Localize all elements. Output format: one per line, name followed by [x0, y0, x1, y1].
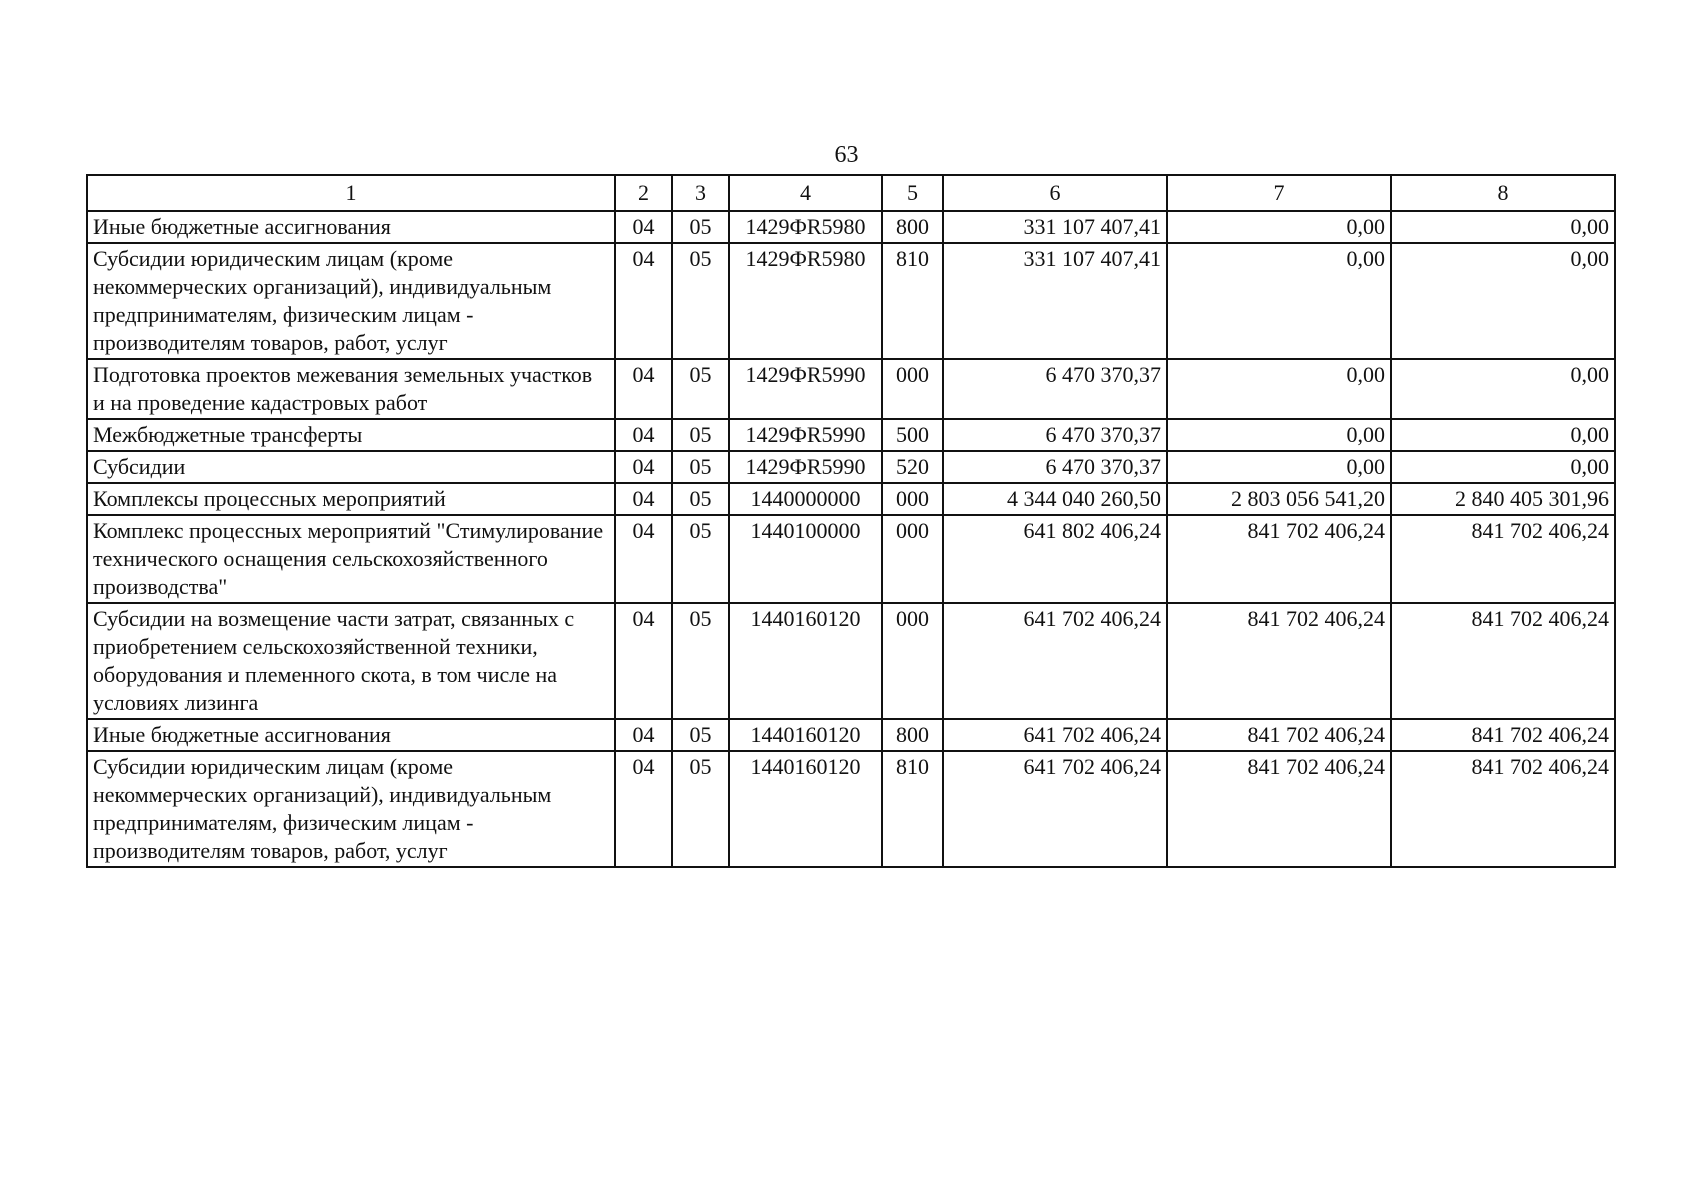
amount-col-7: 2 803 056 541,20: [1167, 483, 1391, 515]
table-row: [87, 243, 1615, 359]
subsection-code: 05: [672, 603, 729, 719]
table-row: [87, 359, 1615, 419]
column-header: 1: [87, 175, 615, 211]
row-name: Подготовка проектов межевания земельных участков и на проведение кадастровых работ: [87, 359, 615, 419]
amount-col-8: 0,00: [1391, 359, 1615, 419]
page-number: 63: [834, 142, 859, 168]
expense-type-code: 000: [882, 483, 943, 515]
amount-col-6: 6 470 370,37: [943, 451, 1167, 483]
subsection-code: 05: [672, 243, 729, 359]
expense-type-code: 800: [882, 211, 943, 243]
amount-col-6: 641 702 406,24: [943, 719, 1167, 751]
amount-col-6: 641 702 406,24: [943, 603, 1167, 719]
subsection-code: 05: [672, 359, 729, 419]
amount-col-8: 0,00: [1391, 451, 1615, 483]
section-code: 04: [615, 211, 672, 243]
table-row: [87, 211, 1615, 243]
target-article-code: 1429ФR5990: [729, 451, 882, 483]
expense-type-code: 810: [882, 243, 943, 359]
amount-col-8: 2 840 405 301,96: [1391, 483, 1615, 515]
amount-col-7: 0,00: [1167, 243, 1391, 359]
expense-type-code: 810: [882, 751, 943, 867]
column-header: 7: [1167, 175, 1391, 211]
row-name: Субсидии на возмещение части затрат, связанных с приобретением сельскохозяйственной техники, оборудования и племенного скота, в том числе на условиях лизинга: [87, 603, 615, 719]
budget-table: [86, 174, 1616, 868]
table-row: [87, 483, 1615, 515]
amount-col-7: 841 702 406,24: [1167, 603, 1391, 719]
subsection-code: 05: [672, 211, 729, 243]
section-code: 04: [615, 515, 672, 603]
column-header: 5: [882, 175, 943, 211]
section-code: 04: [615, 419, 672, 451]
table-row: [87, 751, 1615, 867]
amount-col-8: 841 702 406,24: [1391, 719, 1615, 751]
column-header: 4: [729, 175, 882, 211]
amount-col-6: 6 470 370,37: [943, 419, 1167, 451]
target-article-code: 1429ФR5980: [729, 211, 882, 243]
expense-type-code: 000: [882, 359, 943, 419]
section-code: 04: [615, 751, 672, 867]
expense-type-code: 500: [882, 419, 943, 451]
expense-type-code: 000: [882, 515, 943, 603]
row-name: Комплексы процессных мероприятий: [87, 483, 615, 515]
section-code: 04: [615, 359, 672, 419]
row-name: Субсидии: [87, 451, 615, 483]
target-article-code: 1429ФR5980: [729, 243, 882, 359]
expense-type-code: 520: [882, 451, 943, 483]
amount-col-8: 841 702 406,24: [1391, 515, 1615, 603]
header-row: [87, 175, 1615, 211]
target-article-code: 1440160120: [729, 603, 882, 719]
amount-col-7: 841 702 406,24: [1167, 719, 1391, 751]
amount-col-8: 0,00: [1391, 243, 1615, 359]
table-row: [87, 719, 1615, 751]
amount-col-6: 641 802 406,24: [943, 515, 1167, 603]
amount-col-8: 841 702 406,24: [1391, 603, 1615, 719]
target-article-code: 1429ФR5990: [729, 359, 882, 419]
subsection-code: 05: [672, 719, 729, 751]
table-row: [87, 451, 1615, 483]
amount-col-6: 331 107 407,41: [943, 243, 1167, 359]
amount-col-7: 841 702 406,24: [1167, 515, 1391, 603]
amount-col-7: 0,00: [1167, 211, 1391, 243]
expense-type-code: 800: [882, 719, 943, 751]
row-name: Межбюджетные трансферты: [87, 419, 615, 451]
target-article-code: 1440000000: [729, 483, 882, 515]
table-row: [87, 419, 1615, 451]
amount-col-6: 4 344 040 260,50: [943, 483, 1167, 515]
amount-col-8: 841 702 406,24: [1391, 751, 1615, 867]
row-name: Субсидии юридическим лицам (кроме некоммерческих организаций), индивидуальным предпринимателям, физическим лицам - производителям товаров, работ, услуг: [87, 751, 615, 867]
column-header: 2: [615, 175, 672, 211]
amount-col-7: 0,00: [1167, 359, 1391, 419]
target-article-code: 1440100000: [729, 515, 882, 603]
amount-col-6: 641 702 406,24: [943, 751, 1167, 867]
target-article-code: 1429ФR5990: [729, 419, 882, 451]
column-header: 8: [1391, 175, 1615, 211]
table-row: [87, 603, 1615, 719]
row-name: Субсидии юридическим лицам (кроме некоммерческих организаций), индивидуальным предпринимателям, физическим лицам - производителям товаров, работ, услуг: [87, 243, 615, 359]
target-article-code: 1440160120: [729, 751, 882, 867]
section-code: 04: [615, 719, 672, 751]
amount-col-7: 0,00: [1167, 419, 1391, 451]
table-row: [87, 515, 1615, 603]
subsection-code: 05: [672, 483, 729, 515]
column-header: 6: [943, 175, 1167, 211]
subsection-code: 05: [672, 751, 729, 867]
subsection-code: 05: [672, 419, 729, 451]
amount-col-8: 0,00: [1391, 419, 1615, 451]
target-article-code: 1440160120: [729, 719, 882, 751]
row-name: Иные бюджетные ассигнования: [87, 211, 615, 243]
amount-col-6: 6 470 370,37: [943, 359, 1167, 419]
section-code: 04: [615, 483, 672, 515]
section-code: 04: [615, 451, 672, 483]
row-name: Иные бюджетные ассигнования: [87, 719, 615, 751]
row-name: Комплекс процессных мероприятий "Стимулирование технического оснащения сельскохозяйственного производства": [87, 515, 615, 603]
amount-col-7: 0,00: [1167, 451, 1391, 483]
section-code: 04: [615, 603, 672, 719]
subsection-code: 05: [672, 515, 729, 603]
amount-col-7: 841 702 406,24: [1167, 751, 1391, 867]
subsection-code: 05: [672, 451, 729, 483]
expense-type-code: 000: [882, 603, 943, 719]
amount-col-8: 0,00: [1391, 211, 1615, 243]
amount-col-6: 331 107 407,41: [943, 211, 1167, 243]
column-header: 3: [672, 175, 729, 211]
section-code: 04: [615, 243, 672, 359]
